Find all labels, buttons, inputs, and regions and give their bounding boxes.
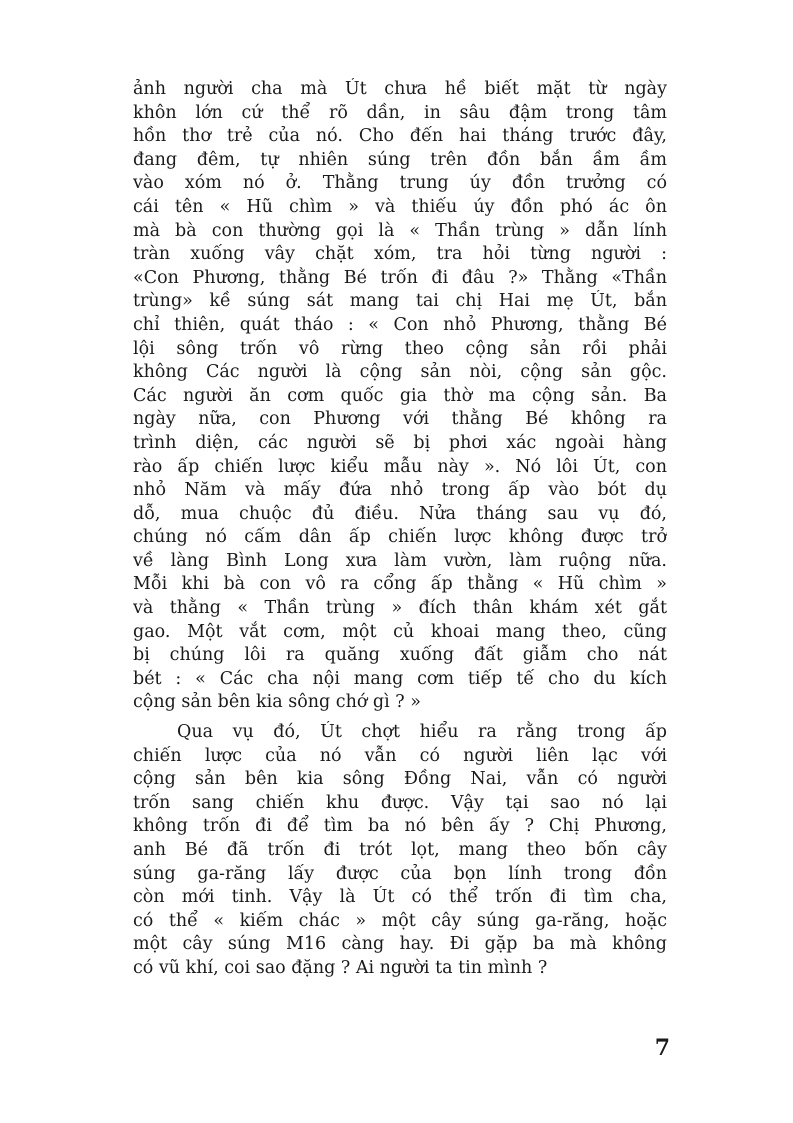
text-line: có thể « kiếm chác » một cây súng ga-răng, hoặc bbox=[133, 910, 667, 931]
text-line: không trốn đi để tìm ba nó bên ấy ? Chị Phương, bbox=[133, 816, 667, 837]
text-line: súng ga-răng lấy được của bọn lính trong đồn bbox=[133, 863, 667, 884]
text-line: đang đêm, tự nhiên súng trên đồn bắn ầm ầm bbox=[133, 149, 667, 170]
text-line: lội sông trốn vô rừng theo cộng sản rồi phải bbox=[133, 338, 667, 359]
text-line: vào xóm nó ở. Thằng trung úy đồn trưởng có bbox=[133, 173, 667, 194]
text-line: mà bà con thường gọi là « Thần trùng » dẫn lính bbox=[133, 220, 667, 241]
paragraph bbox=[133, 78, 667, 715]
body-text bbox=[133, 78, 667, 981]
text-line: cái tên « Hũ chìm » và thiếu úy đồn phó ác ôn bbox=[133, 196, 667, 217]
text-line: bị chúng lôi ra quăng xuống đất giẫm cho nát bbox=[133, 645, 667, 666]
text-line: trùng» kề súng sát mang tai chị Hai mẹ Út, bắn bbox=[133, 291, 667, 312]
text-line: hồn thơ trẻ của nó. Cho đến hai tháng trước đây, bbox=[133, 126, 667, 147]
text-line: chỉ thiên, quát tháo : « Con nhỏ Phương, thằng Bé bbox=[133, 314, 667, 335]
text-line: Các người ăn cơm quốc gia thờ ma cộng sản. Ba bbox=[133, 385, 667, 406]
text-line: «Con Phương, thằng Bé trốn đi đâu ?» Thằng «Thần bbox=[133, 267, 667, 288]
text-line: không Các người là cộng sản nòi, cộng sản gộc. bbox=[133, 362, 667, 383]
text-line: gao. Một vắt cơm, một củ khoai mang theo, cũng bbox=[133, 621, 667, 642]
text-line: nhỏ Năm và mấy đứa nhỏ trong ấp vào bót dụ bbox=[133, 480, 667, 501]
text-line: trốn sang chiến khu được. Vậy tại sao nó lại bbox=[133, 792, 667, 813]
text-line: rào ấp chiến lược kiểu mẫu này ». Nó lôi Út, con bbox=[133, 456, 667, 477]
text-line: một cây súng M16 càng hay. Đi gặp ba mà không bbox=[133, 934, 667, 955]
text-line: có vũ khí, coi sao đặng ? Ai người ta tin mình ? bbox=[133, 957, 548, 978]
text-line: bét : « Các cha nội mang cơm tiếp tế cho du kích bbox=[133, 668, 667, 689]
paragraph bbox=[133, 721, 667, 981]
page-number: 7 bbox=[654, 1035, 670, 1061]
text-line: khôn lớn cứ thể rõ dần, in sâu đậm trong tâm bbox=[133, 102, 667, 123]
text-line: ảnh người cha mà Út chưa hề biết mặt từ ngày bbox=[133, 79, 667, 99]
text-line: dỗ, mua chuộc đủ điều. Nửa tháng sau vụ đó, bbox=[133, 503, 667, 524]
text-line: cộng sản bên kia sông chớ gì ? » bbox=[133, 692, 421, 713]
text-line: về làng Bình Long xưa làm vườn, làm ruộng nữa. bbox=[133, 550, 667, 571]
text-line: còn mới tinh. Vậy là Út có thể trốn đi tìm cha, bbox=[133, 887, 667, 908]
text-line: chúng nó cấm dân ấp chiến lược không được trở bbox=[133, 527, 667, 548]
text-line: tràn xuống vây chặt xóm, tra hỏi từng người : bbox=[133, 244, 667, 265]
text-line: chiến lược của nó vẫn có người liên lạc với bbox=[133, 745, 667, 766]
text-line: cộng sản bên kia sông Đồng Nai, vẫn có người bbox=[133, 769, 667, 790]
text-line: Qua vụ đó, Út chợt hiểu ra rằng trong ấp bbox=[177, 722, 667, 743]
text-line: trình diện, các người sẽ bị phơi xác ngoài hàng bbox=[133, 432, 667, 453]
text-line: Mỗi khi bà con vô ra cổng ấp thằng « Hũ chìm » bbox=[133, 574, 667, 595]
text-line: anh Bé đã trốn đi trót lọt, mang theo bốn cây bbox=[133, 840, 667, 860]
text-line: ngày nữa, con Phương với thằng Bé không ra bbox=[133, 409, 667, 430]
text-line: và thằng « Thần trùng » đích thân khám xét gắt bbox=[133, 598, 667, 619]
